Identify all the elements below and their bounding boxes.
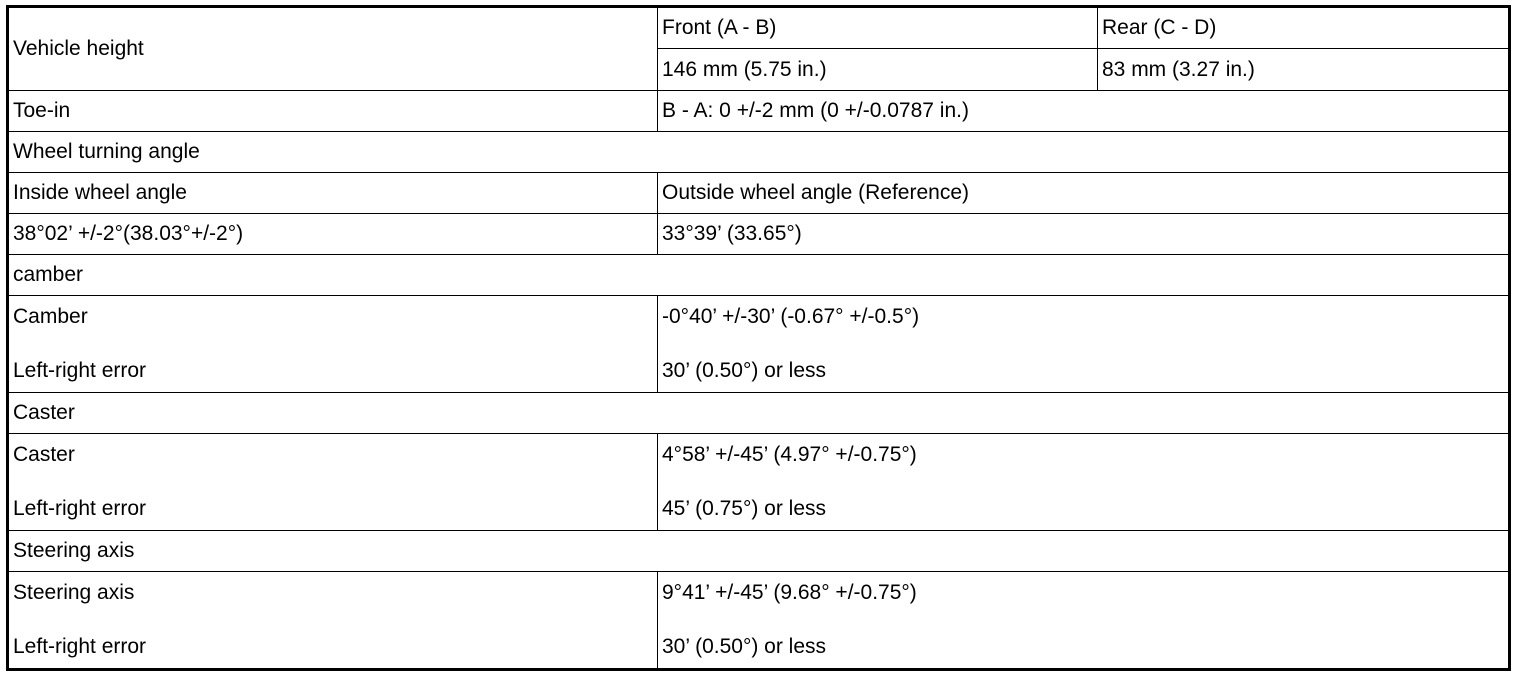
- front-header-cell: Front (A - B): [658, 7, 1098, 49]
- steering-axis-value: 9°41’ +/-45’ (9.68° +/-0.75°): [662, 581, 917, 604]
- caster-left-right-error-label: Left-right error: [13, 497, 147, 520]
- table-row: [8, 434, 1510, 531]
- caster-labels-cell: [8, 434, 658, 531]
- table-row: [8, 173, 1510, 214]
- inside-wheel-angle-value: 38°02’ +/-2°(38.03°+/-2°): [8, 214, 658, 255]
- table-row: [8, 255, 1510, 296]
- wheel-alignment-spec-table: [6, 5, 1511, 671]
- caster-label: Caster: [13, 443, 75, 466]
- steering-axis-left-right-error-label: Left-right error: [13, 635, 147, 658]
- caster-left-right-error-value: 45’ (0.75°) or less: [662, 497, 827, 520]
- table-row: [8, 531, 1510, 572]
- camber-label: Camber: [13, 305, 88, 328]
- table-row: [8, 7, 1510, 49]
- table-row: [8, 393, 1510, 434]
- toe-in-label: Toe-in: [8, 91, 658, 132]
- rear-header-cell: Rear (C - D): [1098, 7, 1510, 49]
- outside-wheel-angle-header: Outside wheel angle (Reference): [658, 173, 1510, 214]
- inside-wheel-angle-header: Inside wheel angle: [8, 173, 658, 214]
- steering-axis-values-cell: [658, 572, 1510, 670]
- table-row: [8, 132, 1510, 173]
- caster-value: 4°58’ +/-45’ (4.97° +/-0.75°): [662, 443, 917, 466]
- camber-left-right-error-value: 30’ (0.50°) or less: [662, 359, 827, 382]
- steering-axis-label: Steering axis: [13, 581, 135, 604]
- camber-values-cell: [658, 296, 1510, 393]
- caster-section-title: Caster: [8, 393, 1510, 434]
- vehicle-height-label: Vehicle height: [8, 7, 658, 91]
- steering-axis-section-title: Steering axis: [8, 531, 1510, 572]
- rear-value-cell: 83 mm (3.27 in.): [1098, 49, 1510, 91]
- wheel-turning-angle-section-title: Wheel turning angle: [8, 132, 1510, 173]
- table-row: [8, 91, 1510, 132]
- table-row: [8, 296, 1510, 393]
- outside-wheel-angle-value: 33°39’ (33.65°): [658, 214, 1510, 255]
- table-row: [8, 214, 1510, 255]
- table-row: [8, 572, 1510, 670]
- caster-values-cell: [658, 434, 1510, 531]
- front-value-cell: 146 mm (5.75 in.): [658, 49, 1098, 91]
- steering-axis-labels-cell: [8, 572, 658, 670]
- camber-labels-cell: [8, 296, 658, 393]
- camber-value: -0°40’ +/-30’ (-0.67° +/-0.5°): [662, 305, 920, 328]
- toe-in-value: B - A: 0 +/-2 mm (0 +/-0.0787 in.): [658, 91, 1510, 132]
- camber-left-right-error-label: Left-right error: [13, 359, 147, 382]
- steering-axis-left-right-error-value: 30’ (0.50°) or less: [662, 635, 827, 658]
- camber-section-title: camber: [8, 255, 1510, 296]
